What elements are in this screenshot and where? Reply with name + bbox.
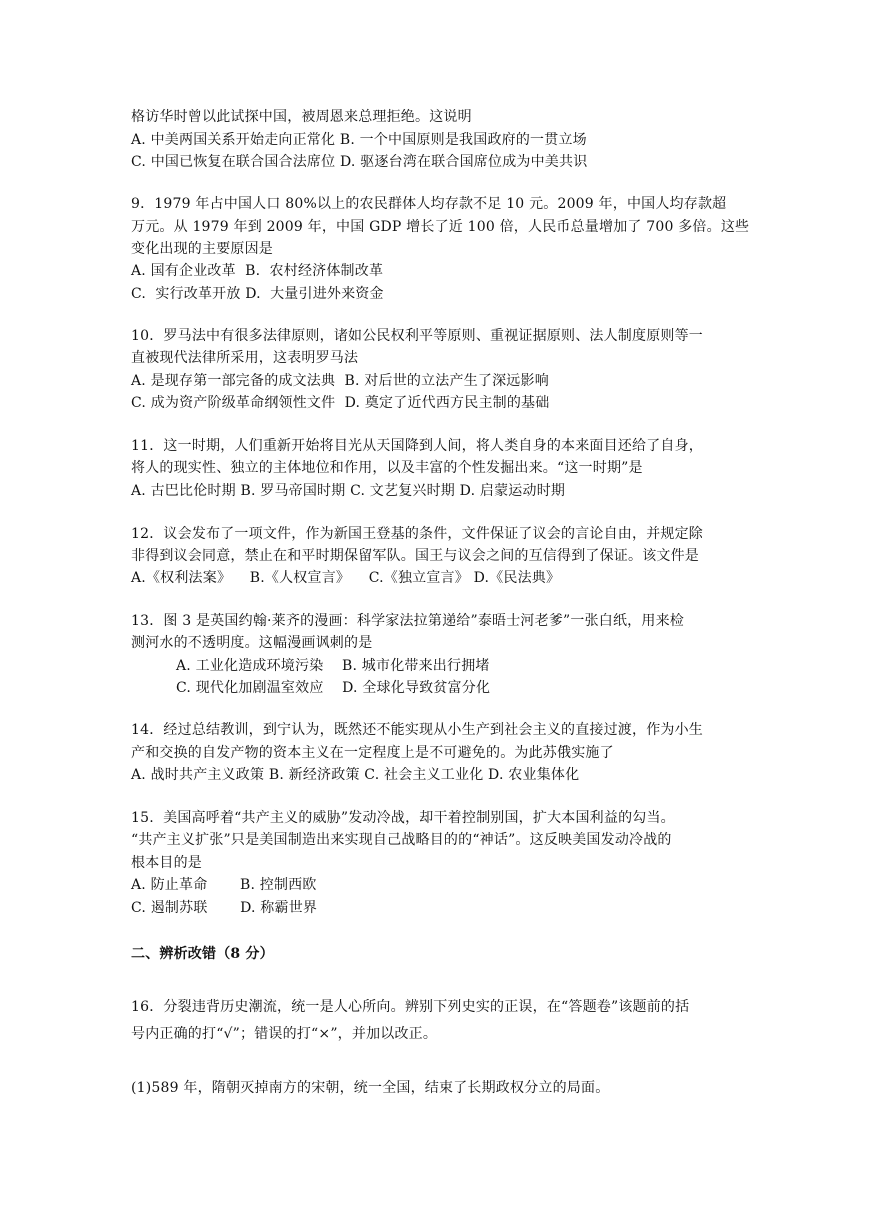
- q9-stem-line-1: 9．1979 年占中国人口 80%以上的农民群体人均存款不足 10 元。2009 年，中国人均存款超: [131, 196, 727, 212]
- q8-options-ab: A. 中美两国关系开始走向正常化 B. 一个中国原则是我国政府的一贯立场: [131, 132, 587, 148]
- q11-stem-line-2: 将人的现实性、独立的主体地位和作用，以及丰富的个性发掘出来。“这一时期”是: [131, 460, 643, 476]
- q10-stem-line-1: 10．罗马法中有很多法律原则，诸如公民权利平等原则、重视证据原则、法人制度原则等一: [131, 328, 704, 344]
- q10-options-ab: A. 是现存第一部完备的成文法典 B. 对后世的立法产生了深远影响: [131, 373, 549, 389]
- q13-options-cd: C. 现代化加剧温室效应 D. 全球化导致贫富分化: [176, 680, 491, 696]
- section-2-heading: 二、辨析改错（8 分）: [131, 946, 274, 962]
- q9-stem-line-3: 变化出现的主要原因是: [131, 241, 273, 257]
- q9-options-ab: A. 国有企业改革 B. 农村经济体制改革: [131, 263, 384, 279]
- q14-stem-line-1: 14．经过总结教训，到宁认为，既然还不能实现从小生产到社会主义的直接过渡，作为小生: [131, 722, 704, 738]
- q12-stem-line-2: 非得到议会同意，禁止在和平时期保留军队。国王与议会之间的互信得到了保证。该文件是: [131, 548, 699, 564]
- q12-options: A.《权利法案》 B.《人权宣言》 C.《独立宣言》 D.《民法典》: [131, 570, 561, 586]
- q13-options-ab: A. 工业化造成环境污染 B. 城市化带来出行拥堵: [176, 658, 490, 674]
- q8-options-cd: C. 中国已恢复在联合国合法席位 D. 驱逐台湾在联合国席位成为中美共识: [131, 154, 588, 170]
- q13-stem-line-2: 测河水的不透明度。这幅漫画讽刺的是: [131, 635, 373, 651]
- q15-options-cd: C. 遏制苏联 D. 称霸世界: [131, 900, 318, 916]
- q9-stem-line-2: 万元。从 1979 年到 2009 年，中国 GDP 增长了近 100 倍，人民币总量增加了 700 多倍。这些: [131, 219, 750, 235]
- q15-options-ab: A. 防止革命 B. 控制西欧: [131, 877, 317, 893]
- q16-stem-line-2: 号内正确的打“√”；错误的打“×”，并加以改正。: [131, 1026, 438, 1042]
- q10-options-cd: C. 成为资产阶级革命纲领性文件 D. 奠定了近代西方民主制的基础: [131, 395, 550, 411]
- q15-stem-line-2: “共产主义扩张”只是美国制造出来实现自己战略目的的“神话”。这反映美国发动冷战的: [131, 832, 672, 848]
- q15-stem-line-3: 根本目的是: [131, 855, 202, 871]
- q12-stem-line-1: 12．议会发布了一项文件，作为新国王登基的条件，文件保证了议会的言论自由，并规定除: [131, 526, 704, 542]
- q16-stem-line-1: 16．分裂违背历史潮流，统一是人心所向。辨别下列史实的正误，在“答题卷”该题前的括: [131, 999, 690, 1015]
- q8-stem-line: 格访华时曾以此试探中国，被周恩来总理拒绝。这说明: [131, 109, 472, 125]
- q10-stem-line-2: 直被现代法律所采用，这表明罗马法: [131, 350, 359, 366]
- q9-options-cd: C. 实行改革开放 D. 大量引进外来资金: [131, 286, 384, 302]
- q16-item-1: (1)589 年，隋朝灭掉南方的宋朝，统一全国，结束了长期政权分立的局面。: [131, 1080, 610, 1096]
- q14-stem-line-2: 产和交换的自发产物的资本主义在一定程度上是不可避免的。为此苏俄实施了: [131, 745, 614, 761]
- q13-stem-line-1: 13．图 3 是英国约翰·莱齐的漫画：科学家法拉第递给”泰晤士河老爹”一张白纸，用来检: [131, 613, 684, 629]
- q14-options: A. 战时共产主义政策 B. 新经济政策 C. 社会主义工业化 D. 农业集体化: [131, 767, 580, 783]
- q11-options: A. 古巴比伦时期 B. 罗马帝国时期 C. 文艺复兴时期 D. 启蒙运动时期: [131, 483, 566, 499]
- q15-stem-line-1: 15. 美国高呼着“共产主义的威胁”发动冷战，却干着控制别国，扩大本国利益的勾当。: [131, 810, 675, 826]
- q11-stem-line-1: 11．这一时期，人们重新开始将目光从天国降到人间，将人类自身的本来面目还给了自身，: [131, 438, 704, 454]
